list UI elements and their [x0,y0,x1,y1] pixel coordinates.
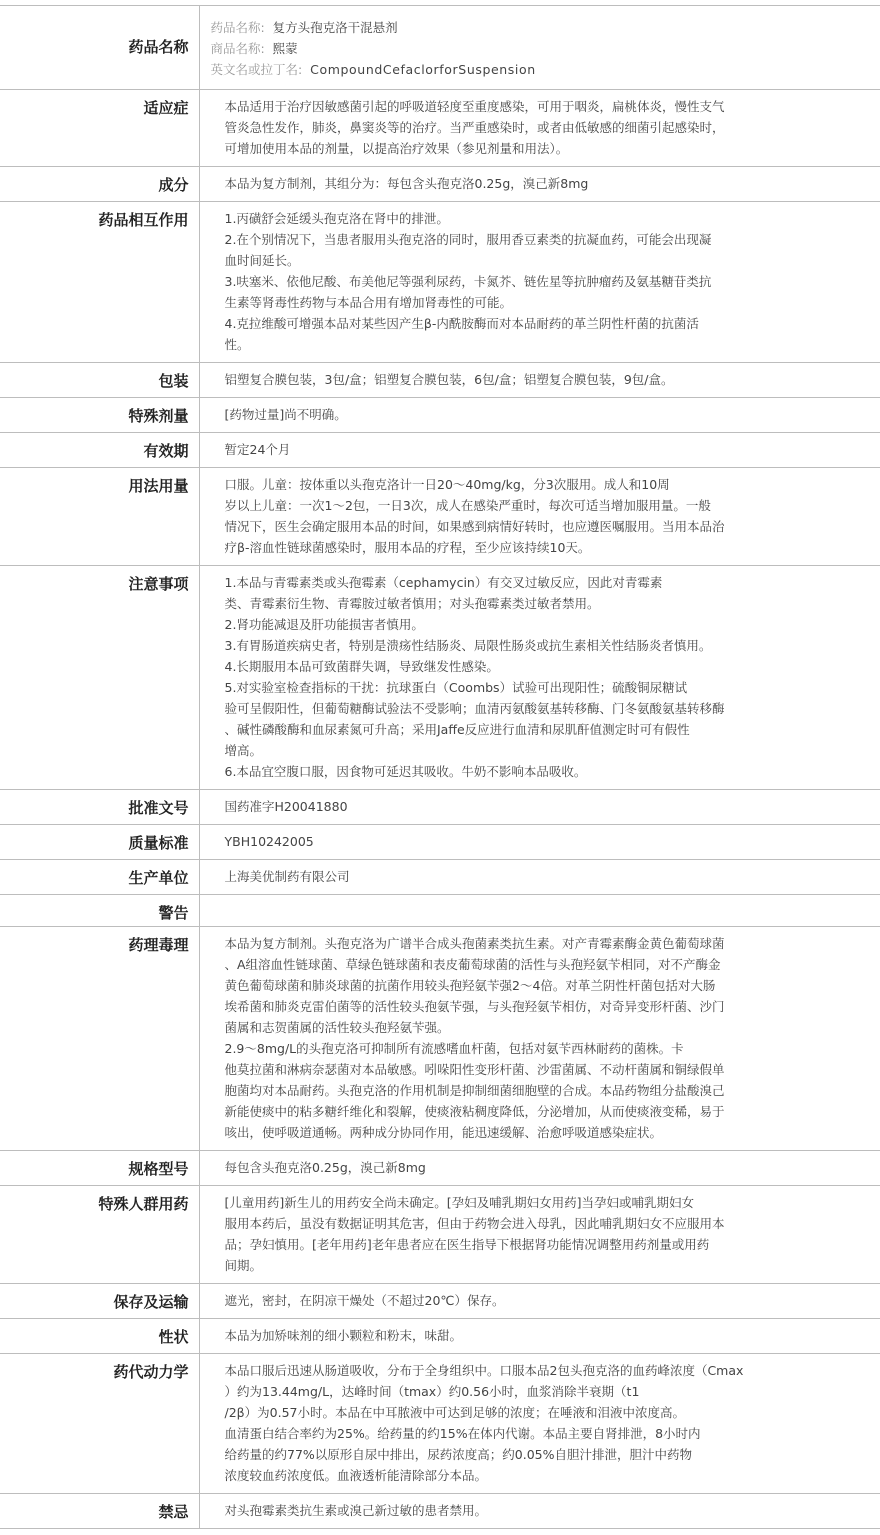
value-line: 黄色葡萄球菌和肺炎球菌的抗菌作用较头孢羟氨苄强2～4倍。对革兰阴性杆菌包括对大肠 [224,978,716,993]
row-label: 特殊剂量 [0,398,199,433]
value-line: 铝塑复合膜包装，3包/盒；铝塑复合膜包装，6包/盒；铝塑复合膜包装，9包/盒。 [224,372,674,387]
value-line: 每包含头孢克洛0.25g，溴己新8mg [224,1160,426,1175]
spec-row [0,1284,880,1319]
spec-row [0,1354,880,1494]
value-line: 类、青霉素衍生物、青霉胺过敏者慎用；对头孢霉素类过敏者禁用。 [224,596,600,611]
english-name-value: CompoundCefaclorforSuspension [310,62,536,77]
value-line: 他莫拉菌和淋病奈瑟菌对本品敏感。吲哚阳性变形杆菌、沙雷菌属、不动杆菌属和铜绿假单 [224,1062,725,1077]
value-line: 2.肾功能减退及肝功能损害者慎用。 [224,617,424,632]
row-label: 性状 [0,1319,199,1354]
value-line: 可增加使用本品的剂量，以提高治疗效果（参见剂量和用法）。 [224,141,569,156]
trade-name-value: 熙蒙 [272,41,298,56]
value-line: 岁以上儿童：一次1～2包，一日3次，成人在感染严重时，每次可适当增加服用量。一般 [224,498,711,513]
value-line: 情况下，医生会确定服用本品的时间，如果感到病情好转时，也应遵医嘱服用。当用本品治 [224,519,725,534]
spec-row [0,1151,880,1186]
row-label: 警告 [0,895,199,927]
row-label: 包装 [0,363,199,398]
row-label: 规格型号 [0,1151,199,1186]
value-line: 菌属和志贺菌属的活性较头孢羟氨苄强。 [224,1020,450,1035]
row-label: 药理毒理 [0,927,199,1151]
value-line: 3.有胃肠道疾病史者，特别是溃疡性结肠炎、局限性肠炎或抗生素相关性结肠炎者慎用。 [224,638,712,653]
row-value [199,790,880,825]
row-label: 用法用量 [0,468,199,566]
row-value [199,1186,880,1284]
value-line: ）约为13.44mg/L，达峰时间（tmax）约0.56小时，血浆消除半衰期（t1 [224,1384,640,1399]
row-value [199,202,880,363]
spec-row [0,1494,880,1529]
value-line: 增高。 [224,743,263,758]
row-value [199,1284,880,1319]
value-line: 服用本药后，虽没有数据证明其危害，但由于药物会进入母乳，因此哺乳期妇女不应服用本 [224,1216,725,1231]
spec-row [0,433,880,468]
spec-row [0,398,880,433]
spec-row [0,860,880,895]
spec-row [0,202,880,363]
value-line: 3.呋塞米、依他尼酸、布美他尼等强利尿药，卡氮芥、链佐星等抗肿瘤药及氨基糖苷类抗 [224,274,712,289]
row-label: 药品相互作用 [0,202,199,363]
row-value [199,398,880,433]
value-line: 6.本品宜空腹口服，因食物可延迟其吸收。牛奶不影响本品吸收。 [224,764,587,779]
row-label: 特殊人群用药 [0,1186,199,1284]
generic-name-value: 复方头孢克洛干混悬剂 [272,20,398,35]
value-line: 本品为加矫味剂的细小颗粒和粉末，味甜。 [224,1328,463,1343]
value-line: 遮光，密封，在阴凉干燥处（不超过20℃）保存。 [224,1293,505,1308]
row-label: 生产单位 [0,860,199,895]
value-line: 管炎急性发作，肺炎，鼻窦炎等的治疗。当严重感染时，或者由低敏感的细菌引起感染时， [224,120,725,135]
value-line: 国药准字H20041880 [224,799,348,814]
value-line: 血清蛋白结合率约为25%。给药量的约15%在体内代谢。本品主要自肾排泄，8小时内 [224,1426,701,1441]
row-value [199,825,880,860]
value-line: 本品适用于治疗因敏感菌引起的呼吸道轻度至重度感染，可用于咽炎，扁桃体炎，慢性支气 [224,99,725,114]
value-line: 胞菌均对本品耐药。头孢克洛的作用机制是抑制细菌细胞壁的合成。本品药物组分盐酸溴己 [224,1083,725,1098]
row-label: 注意事项 [0,566,199,790]
value-line: 2.在个别情况下，当患者服用头孢克洛的同时，服用香豆素类的抗凝血药，可能会出现凝 [224,232,712,247]
value-line: 埃希菌和肺炎克雷伯菌等的活性较头孢氨苄强，与头孢羟氨苄相仿，对奇异变形杆菌、沙门 [224,999,725,1014]
value-line: 1.丙磺舒会延缓头孢克洛在肾中的排泄。 [224,211,449,226]
value-line: 1.本品与青霉素类或头孢霉素（cephamycin）有交叉过敏反应，因此对青霉素 [224,575,663,590]
row-value [199,363,880,398]
row-label: 药品名称 [0,6,199,90]
row-label: 保存及运输 [0,1284,199,1319]
value-line: 生素等肾毒性药物与本品合用有增加肾毒性的可能。 [224,295,513,310]
value-line: 对头孢霉素类抗生素或溴己新过敏的患者禁用。 [224,1503,488,1518]
row-value [199,1494,880,1529]
row-value [199,433,880,468]
row-value [199,1354,880,1494]
spec-row [0,927,880,1151]
value-line: 本品为复方制剂。头孢克洛为广谱半合成头孢菌素类抗生素。对产青霉素酶金黄色葡萄球菌 [224,936,725,951]
row-value [199,6,880,90]
value-line: 血时间延长。 [224,253,300,268]
value-line: 咳出，使呼吸道通畅。两种成分协同作用，能迅速缓解、治愈呼吸道感染症状。 [224,1125,663,1140]
row-value [199,566,880,790]
row-value [199,1151,880,1186]
spec-row [0,790,880,825]
row-label: 有效期 [0,433,199,468]
value-line: 4.克拉维酸可增强本品对某些因产生β-内酰胺酶而对本品耐药的革兰阴性杆菌的抗菌活 [224,316,699,331]
spec-row [0,90,880,167]
value-line: [儿童用药]新生儿的用药安全尚未确定。[孕妇及哺乳期妇女用药]当孕妇或哺乳期妇女 [224,1195,695,1210]
spec-row [0,167,880,202]
value-line: 口服。儿童：按体重以头孢克洛计一日20～40mg/kg，分3次服用。成人和10周 [224,477,670,492]
spec-row [0,1319,880,1354]
spec-row [0,468,880,566]
value-line: 、碱性磷酸酶和血尿素氮可升高；采用Jaffe反应进行血清和尿肌酐值测定时可有假性 [224,722,690,737]
row-value [199,90,880,167]
value-line: 4.长期服用本品可致菌群失调，导致继发性感染。 [224,659,499,674]
row-value [199,468,880,566]
value-line: 验可呈假阳性，但葡萄糖酶试验法不受影响；血清丙氨酸氨基转移酶、门冬氨酸氨基转移酶 [224,701,725,716]
row-value [199,927,880,1151]
value-line: 性。 [224,337,250,352]
row-label: 适应症 [0,90,199,167]
row-label: 药代动力学 [0,1354,199,1494]
value-line: 本品口服后迅速从肠道吸收，分布于全身组织中。口服本品2包头孢克洛的血药峰浓度（Cmax [224,1363,744,1378]
drug-spec-table [0,5,880,1529]
spec-row [0,1186,880,1284]
row-label: 成分 [0,167,199,202]
row-drug-name [0,6,880,90]
value-line: [药物过量]尚不明确。 [224,407,347,422]
spec-row [0,825,880,860]
row-value [199,1319,880,1354]
trade-name-label: 商品名称: [210,41,265,56]
spec-row [0,895,880,927]
row-label: 批准文号 [0,790,199,825]
value-line: 本品为复方制剂，其组分为：每包含头孢克洛0.25g，溴己新8mg [224,176,589,191]
spec-row [0,363,880,398]
spec-rows [0,90,880,1529]
value-line: 新能使痰中的粘多糖纤维化和裂解，使痰液粘稠度降低，分泌增加，从而使痰液变稀，易于 [224,1104,725,1119]
value-line: 浓度较血药浓度低。血液透析能清除部分本品。 [224,1468,488,1483]
value-line: 给药量的约77%以原形自尿中排出，尿药浓度高；约0.05%自胆汁排泄，胆汁中药物 [224,1447,692,1462]
value-line: 、A组溶血性链球菌、草绿色链球菌和表皮葡萄球菌的活性与头孢羟氨苄相同，对不产酶金 [224,957,721,972]
row-label: 质量标准 [0,825,199,860]
value-line: 间期。 [224,1258,263,1273]
generic-name-label: 药品名称: [210,20,265,35]
row-value [199,895,880,927]
value-line: /2β）为0.57小时。本品在中耳脓液中可达到足够的浓度；在唾液和泪液中浓度高。 [224,1405,685,1420]
value-line: 2.9～8mg/L的头孢克洛可抑制所有流感嗜血杆菌，包括对氨苄西林耐药的菌株。卡 [224,1041,684,1056]
spec-row [0,566,880,790]
english-name-label: 英文名或拉丁名: [210,62,303,77]
row-value [199,860,880,895]
row-label: 禁忌 [0,1494,199,1529]
value-line: 品；孕妇慎用。[老年用药]老年患者应在医生指导下根据肾功能情况调整用药剂量或用药 [224,1237,710,1252]
value-line: 上海美优制药有限公司 [224,869,350,884]
value-line: YBH10242005 [224,834,314,849]
row-value [199,167,880,202]
value-line: 暂定24个月 [224,442,291,457]
value-line: 疗β-溶血性链球菌感染时，服用本品的疗程，至少应该持续10天。 [224,540,591,555]
value-line: 5.对实验室检查指标的干扰：抗球蛋白（Coombs）试验可出现阳性；硫酸铜尿糖试 [224,680,688,695]
